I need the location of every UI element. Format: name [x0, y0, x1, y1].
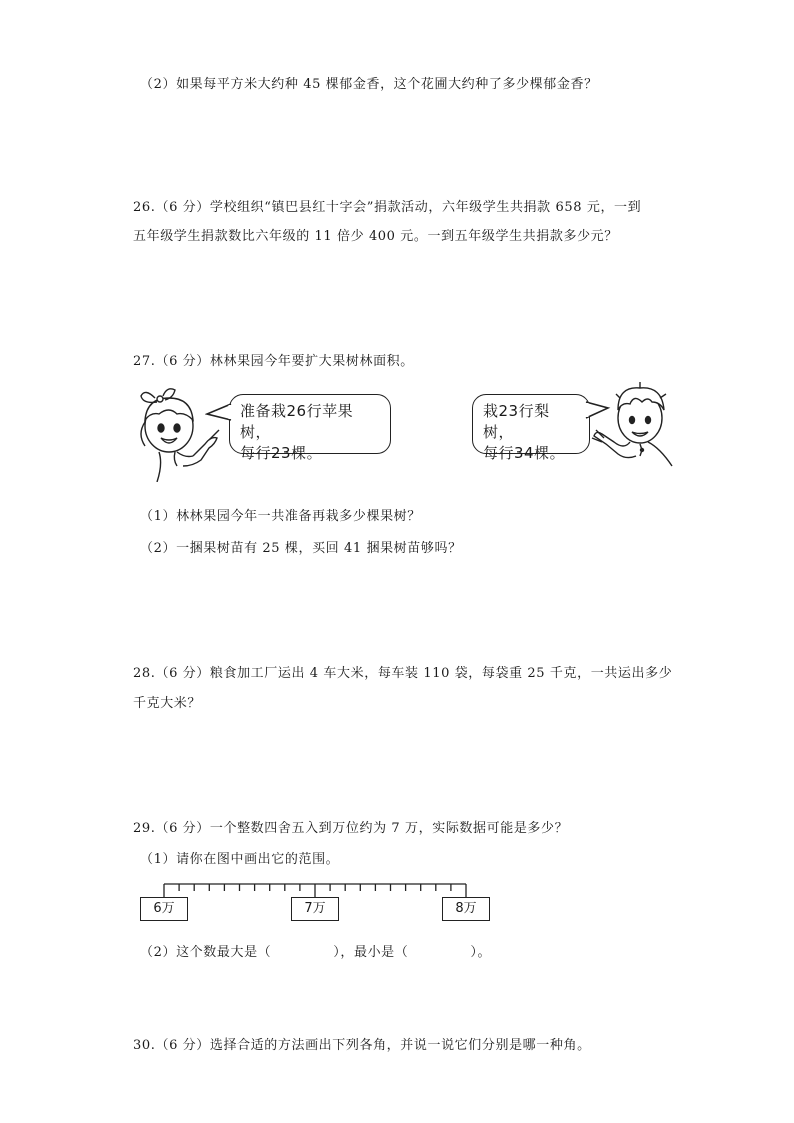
q29-part1: （1）请你在图中画出它的范围。 — [140, 852, 340, 867]
q29-stem: 29.（6 分）一个整数四舍五入到万位约为 7 万，实际数据可能是多少？ — [133, 821, 569, 836]
boy-bubble-line1: 栽23行梨树， — [483, 402, 550, 441]
q28-line2: 千克大米？ — [133, 696, 202, 711]
q25-part2: （2）如果每平方米大约种 45 棵郁金香，这个花圃大约种了多少棵郁金香？ — [140, 77, 598, 92]
q28-line1: 28.（6 分）粮食加工厂运出 4 车大米，每车装 110 袋，每袋重 25 千克，一共运出多少 — [133, 666, 673, 681]
number-line-label-7wan: 7万 — [291, 897, 339, 921]
q27-part2: （2）一捆果树苗有 25 棵，买回 41 捆果树苗够吗？ — [140, 541, 462, 556]
girl-bubble-line2: 每行23棵。 — [240, 444, 323, 462]
girl-bubble-line1: 准备栽26行苹果树， — [240, 402, 354, 441]
q29-part2 — [140, 941, 491, 960]
number-line-label-6wan: 6万 — [140, 897, 188, 921]
q26-line1: 26.（6 分）学校组织“镇巴县红十字会”捐款活动，六年级学生共捐款 658 元，一到 — [133, 200, 642, 215]
boy-illustration — [590, 380, 676, 470]
girl-bubble-tail — [205, 400, 235, 424]
number-line-label-8wan: 8万 — [442, 897, 490, 921]
q27-part1: （1）林林果园今年一共准备再栽多少棵果树？ — [140, 509, 421, 524]
boy-speech-bubble — [472, 394, 590, 462]
q29-part2-text-b: ），最小是（ — [333, 945, 409, 960]
boy-bubble-line2: 每行34棵。 — [483, 444, 566, 462]
q29-part2-text-a: （2）这个数最大是（ — [140, 945, 272, 960]
girl-speech-bubble — [229, 394, 391, 462]
q27-stem: 27.（6 分）林林果园今年要扩大果树林面积。 — [133, 354, 414, 369]
q29-part2-text-c: ）。 — [470, 945, 492, 960]
q30-stem: 30.（6 分）选择合适的方法画出下列各角，并说一说它们分别是哪一种角。 — [133, 1038, 591, 1053]
q26-line2: 五年级学生捐款数比六年级的 11 倍少 400 元。一到五年级学生共捐款多少元？ — [133, 229, 618, 244]
